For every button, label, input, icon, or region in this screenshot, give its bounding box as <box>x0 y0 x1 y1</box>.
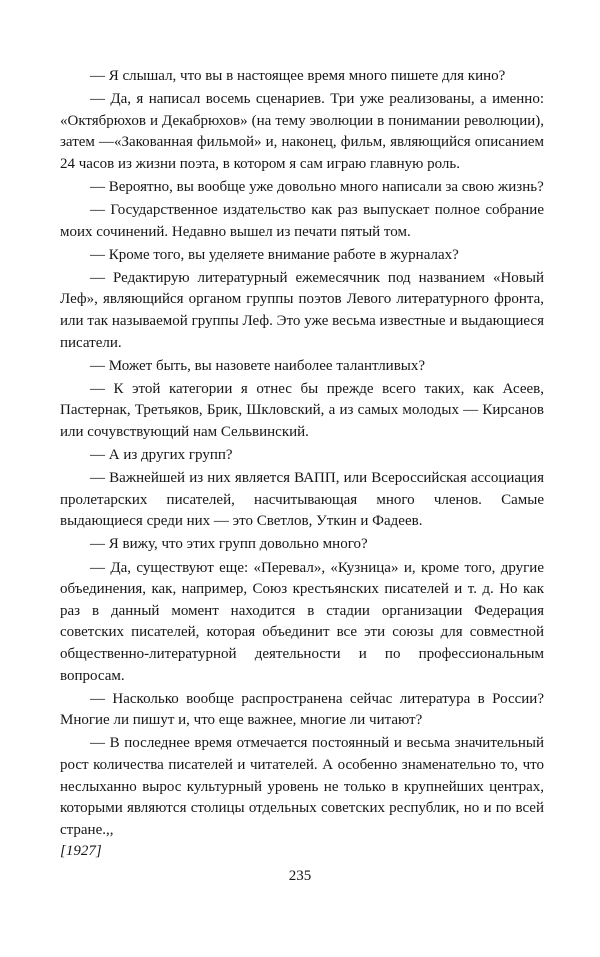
paragraph: — Государственное издательство как раз выпускает полное собрание моих сочинений. Недавно вышел из печати пятый том. <box>60 202 544 240</box>
date-note: [1927] <box>60 843 102 860</box>
paragraph: — Кроме того, вы уделяете внимание работе в журналах? <box>90 246 459 263</box>
paragraph: — Насколько вообще распространена сейчас литература в России? Многие ли пишут и, что еще важнее, многие ли читают? <box>60 690 544 729</box>
page-text <box>60 66 544 863</box>
paragraph: — Да, я написал восемь сценариев. Три уже реализованы, а именно: «Октябрюхов и Декабрюхов» (на тему эволюции в понимании революции), затем —«Закованная фильмой» и, наконец, фильм, являющийся описанием 24 часов из жизни поэта, в котором я сам играю главную роль. <box>60 91 544 172</box>
paragraph: — А из других групп? <box>90 447 233 464</box>
page-number: 235 <box>288 868 312 884</box>
paragraph: — Да, существуют еще: «Перевал», «Кузница» и, кроме того, другие объединения, как, например, Союз крестьянских писателей и т. д. Но как раз в данный момент находится в стадии организации Федерация советских писателей, которая объединит все эти союзы для совместной общественно-литературной деятельности и по профессиональным вопросам. <box>60 559 544 684</box>
paragraph: — Я вижу, что этих групп довольно много? <box>90 536 368 553</box>
paragraph: — Важнейшей из них является ВАПП, или Всероссийская ассоциация пролетарских писателей, насчитывающая много членов. Самые выдающиеся среди них — это Светлов, Уткин и Фадеев. <box>60 470 544 530</box>
paragraph: — Может быть, вы назовете наиболее талантливых? <box>90 357 426 374</box>
paragraph: — Я слышал, что вы в настоящее время много пишете для кино? <box>90 68 506 84</box>
paragraph: — В последнее время отмечается постоянный и весьма значительный рост количества писателей и читателей. А особенно знаменательно то, что неслыханно вырос культурный уровень не только в крупнейших центрах, которыми являются столицы отдельных советских республик, но и по всей стране.,, <box>60 735 544 838</box>
paragraph: — Редактирую литературный ежемесячник под названием «Новый Леф», являющийся органом группы поэтов Левого литературного фронта, или так называемой группы Леф. Это уже весьма известные и выдающиеся писатели. <box>60 269 544 351</box>
paragraph: — К этой категории я отнес бы прежде всего таких, как Асеев, Пастернак, Третьяков, Брик, Шкловский, а из самых молодых — Кирсанов или сочувствующий нам Сельвинский. <box>60 380 544 440</box>
paragraph: — Вероятно, вы вообще уже довольно много написали за свою жизнь? <box>90 178 544 195</box>
